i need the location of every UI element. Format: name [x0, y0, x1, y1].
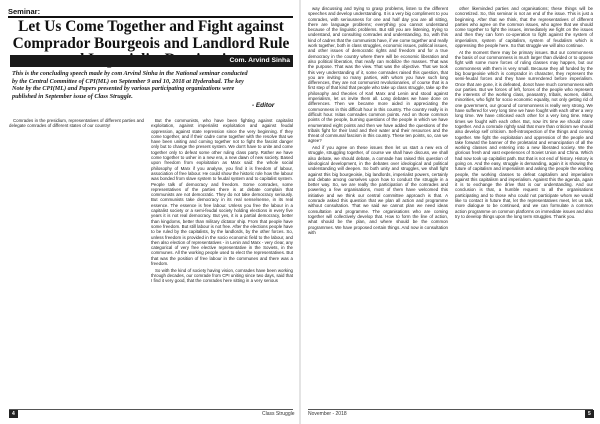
paragraph: But the communists, who have been fighting against capitalist exploitation, against imperialist exploitation and against feudal oppression, against state repression since the very beginning. If they come together, and if their cadre come together with the resolve that we have been uniting and coming together not to fight the fascist danger only but to change the present system. We don't have to unite and come together only to defeat some other ruling class party. Rather we have come together to usher in a new era, a new dawn of new society. Based upon freedom from exploitation as Marx said: the whole social philosophy of Marx if you analyse, you find it is freedom of labour, association of free labour. He could show the historic role how the labour was bonded from slave system to feudal system and to capitalist system. People talk of democracy and freedom. Some comrades, some representatives of the parties there is at debate complain that communists are not democratic. They do not take democracy seriously. But communists take democracy in its real sense/sense, in its real essence. The essence is free labour. Unless you free the labour in a capitalist society or a semi-feudal society holding elections in every five years it is not real democracy. But yes, it is a partial democracy, better than kingdoms, better than military dictator ship. From that people have some freedom. But still labour is not free. After the elections people have to be ruled by the capitalists, by the landlords, by the other forces. So, unless freedom is provided in the socio economic field to the labour, and then also election of representatives - in Lenin and Marx - very clear, any categorical of very free elective representative in the Soviets, in the communes. All the working people used to elect the representatives. But that was the position of free labour in the communes and there was a freedom.	[151, 118, 293, 267]
footer-magazine: Class Struggle	[262, 411, 295, 417]
footer-rule	[308, 409, 593, 410]
paragraph: So with the kind of society having vision, comrades have been working through decades, our comrade from CPI uniting since two days, said that I find it very good, that the comrades here sitting in a very serious	[151, 267, 293, 284]
paragraph: Comrades in the presidium, representatives of different parties and delegate comrades of different states of our country!	[9, 118, 144, 129]
footer-rule	[9, 409, 293, 410]
byline-bar	[10, 55, 293, 67]
paragraph: And if you agree on these issues then let us start a new era of struggle, struggling together, of course we shall have discuss, we shall also debate, we should debate, a comrade has raised this question of ideological development, in the debates over ideological and political understanding will deepen. So both unity and struggles, we shall fight against this big bourgeoisie, big landlords, imperialist powers, certainly and debate among ourselves upon how to conduct the struggle in a better way. So, we are really the participation of the comrades and powering a few organisations, most of them have welcomed this initiative and we think our central committee approach is that. A comrade asked this question that we plan all action and programme without consultation. That we said we cannot plan we need ideas consultation and programme. The organisations who are coming together will collectively develop that. How to form the line of action, what should be the plan, and where should be the common programmes. We have proposed certain things. And now in consultation with	[308, 145, 448, 235]
footer-date: November - 2018	[308, 411, 347, 417]
section-label: Seminar:	[8, 7, 41, 16]
paragraph: way discussing and trying to grasp problems, listen to the different speeches and develop understanding. It is a very big compliment to you comrades, with seriousness for one and half day you are all sitting, there are language problems; everything you cannot understand because of the linguistic problems. But still you are listening, trying to understand, and consulting comrades and understanding. So, with this kind of cadres that the communists have, if we come together and really work together, both in class struggles, economic issues, political issues, and other issues of democratic rights and freedom and for a true democracy in the country where there will be economic liberation and also political liberation, that really can mobilize the masses. That was the purpose. That was the view. That was the objective. That we took this very understanding of it, some comrades raised this question, that you are inviting so many parties, with whom you have such long differences, they are not communist revolutionaries, of course that is a first step of that kind that people who take up class struggle, take up the philosophy and theories of Karl Marx and Lenin and stood against imperialism, let us invite them all. Long debates we have done on differences. Then we became more aided in appreciating the commonness in this difficult hour in this country. The country really is in difficult hour. Isitas comrades common points. And on those common points of the people, burning questions of the people in which we have enumerated eight points and then we have added the questions of the tribals fight for their land and their water and their resources and the threat of communal fascism in this country. These ten points, so, can we agree?	[308, 6, 448, 144]
left-column-2	[151, 118, 293, 408]
right-column-2	[455, 6, 593, 408]
paragraph: other likeminded parties and organisations; these things will be concretized. So, this seminar is not an end of the issue. This is just a beginning. After that we think, that the representatives of different parties who agree on the common issues, who agree that we should come together to fight the issues, immediately we fight on the issues and then they can form co-operation to fight against the system of imperialism, system of capitalism, system of feudalism which is oppressing the people here. So that struggle we will also continue.	[455, 6, 593, 49]
author-byline: Com. Arvind Sinha	[229, 57, 290, 64]
left-column-1	[9, 118, 144, 408]
editor-sign: - Editor	[252, 102, 275, 109]
page-number: 4	[9, 410, 18, 418]
page-number: 5	[585, 410, 594, 418]
article-headline: Let Us Come Together and Fight against Comprador Bourgeois and Landlord Rule	[12, 18, 290, 52]
right-column-1	[308, 6, 448, 408]
editor-intro: This is the concluding speech made by com Arvind Sinha in the National seminar conducted by the Central Committee of CPI(ML) on September 9 and 10, 2018 at Hyderabad. The key Note by the CPI(ML) and Papers presented by various participating organizations were published in September issue of Class Struggle.	[12, 70, 248, 100]
paragraph: At the moment there may be primary issues. But our commonness the basis of our commonness is much larger than divided or to oppose fight with some more forces of ruling classes may happen, but our commonness with them is very small. Because they all funded by the big bourgeoisie which is comprador in character, they represent the semi-feudal forces and they have surrendered before imperialism. Once that are gone, it is defeated, donot have much commonness with our parties. But we forces of left, forces of the people who represent the interests of the working class, peasantry, tribals, women, dalits, minorities, who fight for socio economic equality, not only getting rid of one government, our ground of commonness is really very strong. We have suffered for very long time we have fought with each other a very long time. We have criticised each other for a very long time. Many times we fought with each other. But, now it's time we should come together. And a comrade rightly said that more than criticism we should also develop self criticism. Self-introspection of the things and coming together. We fight the exploitation and oppression of the people and take forward the banner of the proletariat and emancipation of all the working classes and entering into a new liberated society. We the glorious fresh and vast experiences of Soviet Union and China. Which had now took up capitalist path. But that is not end of history. History is going on. And the easy, struggle is demanding, again it is showing the future of capitalism and imperialism and asking the people the working people, the working classes to defeat capitalism and imperialism against this capitalism and imperialism. Against this the agenda, again it is to exchange the drive that is our understanding. And our conclusion is that, a humble request to all the organisations participating and to those who could not participate whom we would like to contact in future that, let the representatives meet, let us talk, more dialogue to be continued, and we can formulate a common action programme on common platforms on immediate issues and also try to develop things upon the long term struggles. Thank you.	[455, 49, 593, 219]
right-page	[300, 0, 600, 424]
